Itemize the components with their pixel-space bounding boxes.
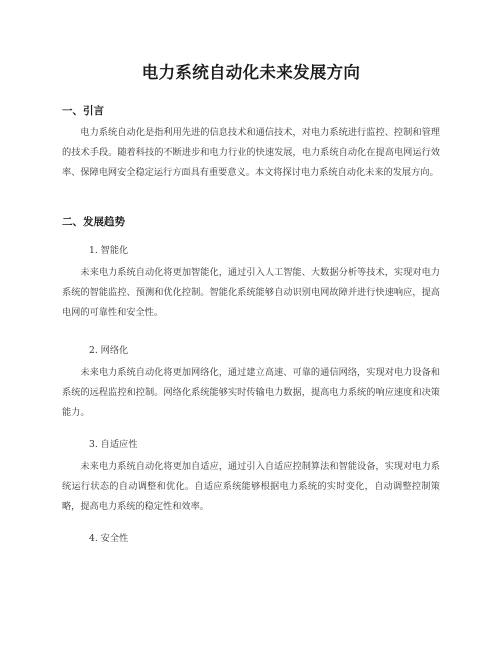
trend-item-label-networking: 2. 网络化 <box>89 345 129 356</box>
section-heading-trends: 二、发展趋势 <box>62 216 125 228</box>
section-heading-introduction: 一、引言 <box>62 105 104 117</box>
trend-item-label-intelligence: 1. 智能化 <box>89 245 129 256</box>
trend-item-label-security: 4. 安全性 <box>89 533 129 544</box>
trend-item-label-adaptivity: 3. 自适应性 <box>89 439 138 450</box>
introduction-paragraph: 电力系统自动化是指利用先进的信息技术和通信技术，对电力系统进行监控、控制和管理的技术手段。随着科技的不断进步和电力行业的快速发展，电力系统自动化在提高电网运行效率、保障电网安全稳定运行方面具有重要意义。本文将探讨电力系统自动化未来的发展方向。 <box>62 127 440 178</box>
trend-item-paragraph-networking: 未来电力系统自动化将更加网络化，通过建立高速、可靠的通信网络，实现对电力设备和系统的远程监控和控制。网络化系统能够实时传输电力数据，提高电力系统的响应速度和决策能力。 <box>62 367 440 418</box>
document-title: 电力系统自动化未来发展方向 <box>141 63 361 82</box>
trend-item-paragraph-intelligence: 未来电力系统自动化将更加智能化，通过引入人工智能、大数据分析等技术，实现对电力系统的智能监控、预测和优化控制。智能化系统能够自动识别电网故障并进行快速响应，提高电网的可靠性和安全性。 <box>62 267 440 318</box>
trend-item-paragraph-adaptivity: 未来电力系统自动化将更加自适应，通过引入自适应控制算法和智能设备，实现对电力系统运行状态的自动调整和优化。自适应系统能够根据电力系统的实时变化，自动调整控制策略，提高电力系统的稳定性和效率。 <box>62 461 440 512</box>
